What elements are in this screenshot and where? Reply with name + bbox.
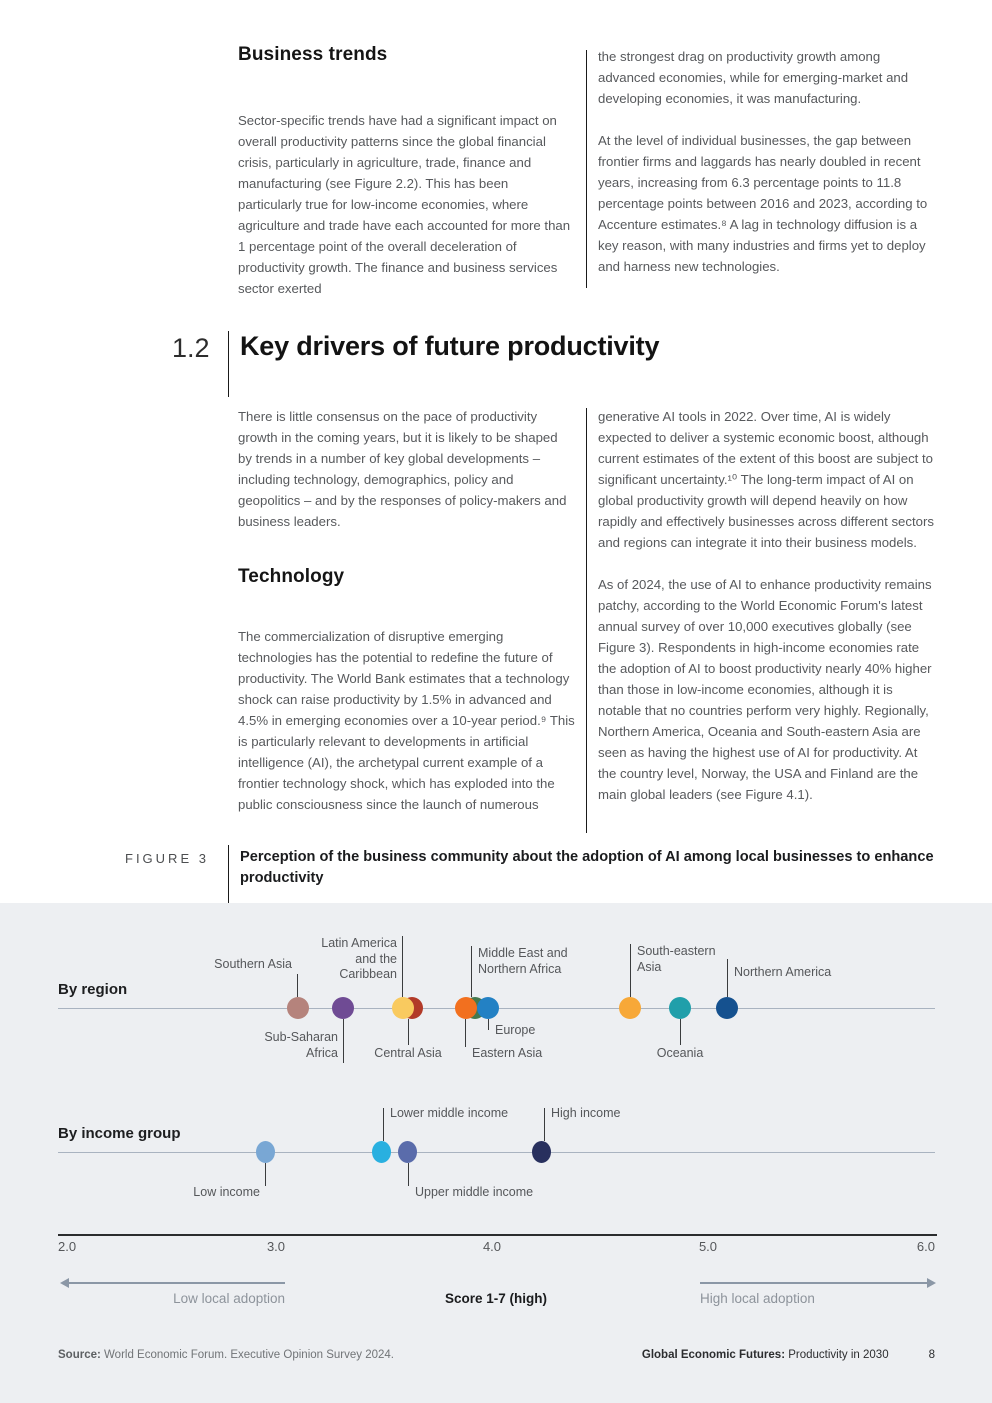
business-trends-right-column: [598, 46, 935, 277]
data-point: [287, 997, 309, 1019]
data-point: [256, 1141, 275, 1163]
label-leader-line: [727, 959, 728, 997]
key-drivers-right-column: [598, 406, 935, 805]
data-point-label: Eastern Asia: [472, 1046, 543, 1060]
label-leader-line: [544, 1108, 545, 1141]
data-point-label: Central Asia: [374, 1046, 442, 1060]
column-divider: [586, 50, 587, 288]
paragraph: As of 2024, the use of AI to enhance productivity remains patchy, according to the World Economic Forum's latest annual survey of over 10,000 executives globally (see Figure 3). Respondents in high-income economies rate the adoption of AI to boost productivity nearly 40% higher than those in low-income economies, although it is notable that no countries perform very highly. Regionally, Northern America, Oceania and South-eastern Asia are seen as having the highest use of AI for productivity. At the country level, Norway, the USA and Finland are the main global leaders (see Figure 4.1).: [598, 577, 932, 802]
business-trends-left-paragraph: Sector-specific trends have had a significant impact on overall productivity patterns since the global financial crisis, particularly in agriculture, trade, finance and manufacturing (see Figure 2.2). This has been particularly true for low-income economies, where agriculture and trade have each accounted for more than 1 percentage point of the overall deceleration of productivity growth. The finance and business services sector exerted: [238, 113, 571, 296]
data-point-label: Sub-Saharan Africa: [264, 1030, 338, 1060]
axis-tick-label: 2.0: [58, 1239, 77, 1254]
key-drivers-intro-paragraph: There is little consensus on the pace of productivity growth in the coming years, but it is likely to be shaped by trends in a number of key global developments – including technology, demographics, policy and geopolitics – and by the responses of policy-makers and business leaders.: [238, 409, 567, 529]
data-point: [372, 1141, 391, 1163]
axis-tick-label: 5.0: [698, 1239, 718, 1254]
data-point-label: Northern America: [734, 965, 832, 979]
data-point-label: Southern Asia: [214, 957, 292, 971]
section-heading-business-trends: Business trends: [238, 44, 388, 65]
x-axis-line: [58, 1234, 937, 1236]
technology-paragraph: The commercialization of disruptive emerging technologies has the potential to redefine the future of productivity. The World Bank estimates that a technology shock can raise productivity by 1.5% in advanced and 4.5% in emerging economies over a 10-year period.⁹ This is particularly relevant to developments in artificial intelligence (AI), the archetypal current example of a frontier technology shock, which has exploded into the public consciousness since the launch of numerous: [238, 629, 575, 812]
data-point-label: Oceania: [656, 1046, 704, 1060]
data-point-label: Middle East and Northern Africa: [478, 946, 568, 976]
data-point: [619, 997, 641, 1019]
axis-tick-label: 4.0: [482, 1239, 502, 1254]
heading-divider: [228, 331, 229, 397]
axis-tick-label: 3.0: [266, 1239, 286, 1254]
data-point: [332, 997, 354, 1019]
label-leader-line: [402, 936, 403, 997]
label-leader-line: [297, 974, 298, 997]
label-leader-line: [265, 1163, 266, 1186]
label-leader-line: [408, 1163, 409, 1186]
data-point: [532, 1141, 551, 1163]
figure-3-chart: [0, 903, 992, 1403]
high-adoption-arrowhead: [927, 1278, 936, 1288]
row-label: By income group: [58, 1125, 181, 1142]
data-point-label: High income: [551, 1106, 621, 1120]
label-leader-line: [465, 1019, 466, 1047]
figure-caption: Perception of the business community about the adoption of AI among local businesses to enhance productivity: [240, 849, 934, 886]
figure-label: FIGURE 3: [125, 851, 209, 866]
data-point: [455, 997, 477, 1019]
figure-divider: [228, 845, 229, 903]
subheading-technology: Technology: [238, 566, 345, 587]
data-point: [669, 997, 691, 1019]
low-adoption-arrow: [68, 1282, 285, 1284]
source-label: Source:: [58, 1349, 101, 1361]
paragraph: the strongest drag on productivity growth among advanced economies, while for emerging-market and developing economies, it was manufacturing.: [598, 49, 909, 106]
column-divider: [586, 408, 587, 833]
high-adoption-label: High local adoption: [700, 1291, 815, 1306]
score-line: [58, 1152, 935, 1153]
footer-right: [642, 1349, 935, 1361]
data-point-label: Lower middle income: [390, 1106, 509, 1120]
low-adoption-label: Low local adoption: [173, 1291, 285, 1306]
axis-tick-label: 6.0: [916, 1239, 935, 1254]
data-point-label: South-eastern Asia: [637, 944, 716, 974]
source-text: World Economic Forum. Executive Opinion Survey 2024.: [100, 1349, 394, 1361]
paragraph: generative AI tools in 2022. Over time, AI is widely expected to deliver a systemic economic boost, although current estimates of the extent of this boost are subject to significant uncertainty.¹⁰ The long-term impact of AI on global productivity growth will depend heavily on how rapidly and effectively businesses across different sectors and regions can integrate it into their business models.: [598, 409, 934, 550]
high-adoption-arrow: [700, 1282, 928, 1284]
data-point: [477, 997, 499, 1019]
page-number: 8: [928, 1349, 935, 1361]
source-note: [58, 1349, 394, 1361]
label-leader-line: [408, 1019, 409, 1045]
label-leader-line: [630, 944, 631, 997]
score-axis-label: Score 1-7 (high): [444, 1291, 547, 1306]
paragraph: At the level of individual businesses, the gap between frontier firms and laggards has nearly doubled in recent years, increasing from 6.3 percentage points to 11.8 percentage points between 2016 and 2023, according to Accenture estimates.⁸ A lag in technology diffusion is a key reason, with many industries and firms yet to deploy and harness new technologies.: [598, 133, 928, 274]
low-adoption-arrowhead: [60, 1278, 69, 1288]
data-point: [716, 997, 738, 1019]
data-point-label: Low income: [193, 1185, 260, 1199]
row-label: By region: [58, 981, 128, 998]
label-leader-line: [383, 1108, 384, 1141]
data-point: [398, 1141, 417, 1163]
report-title: Global Economic Futures: Productivity in 2030: [641, 1349, 889, 1361]
label-leader-line: [680, 1019, 681, 1045]
label-leader-line: [471, 946, 472, 997]
label-leader-line: [488, 1019, 489, 1030]
section-heading-key-drivers: Key drivers of future productivity: [240, 331, 660, 361]
section-number: 1.2: [172, 333, 210, 363]
data-point-label: Upper middle income: [415, 1185, 534, 1199]
data-point-label: Europe: [495, 1023, 536, 1037]
data-point-label: Latin America and the Caribbean: [321, 936, 397, 981]
